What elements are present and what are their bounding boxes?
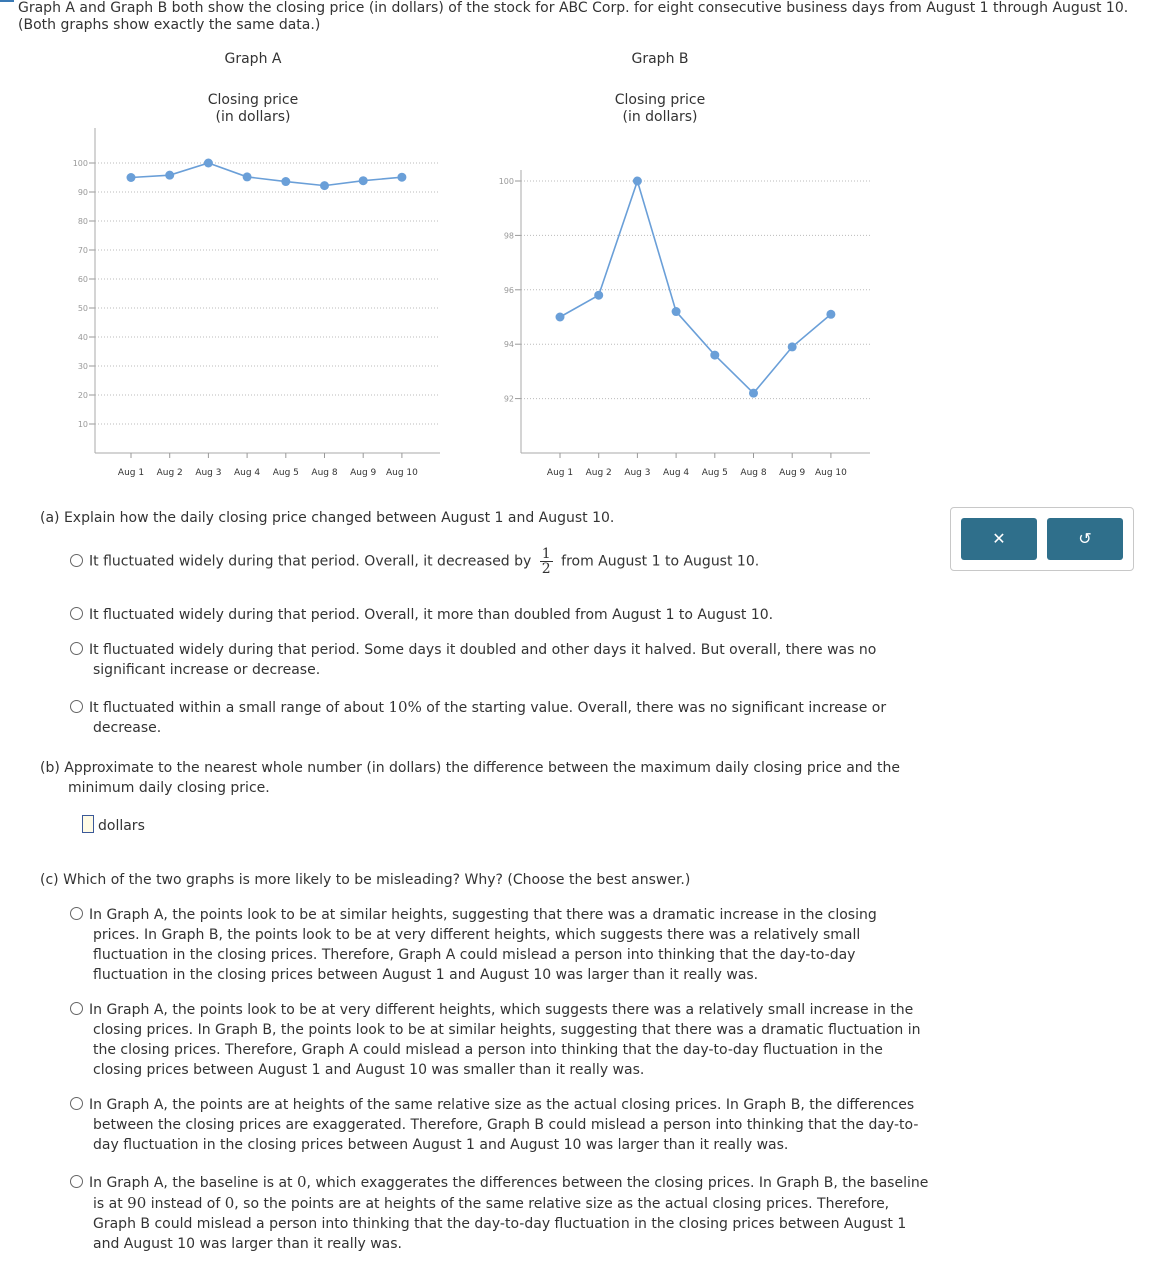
graph-a-data-point [127, 173, 136, 182]
graph-a-data-point [281, 177, 290, 186]
graph-a-xtick-label: Aug 1 [117, 468, 145, 478]
graph-b-data-point [633, 177, 642, 186]
graph-a-xtick-label: Aug 8 [311, 468, 338, 478]
graph-b-data-point [788, 342, 797, 351]
reset-icon: ↺ [1078, 529, 1092, 548]
graph-a-ylabel-line2: (in dollars) [215, 109, 291, 125]
graph-b-xtick-label: Aug 10 [814, 468, 847, 478]
part-a-option-4[interactable] [70, 697, 920, 738]
graph-a-ytick-label: 70 [77, 246, 88, 255]
option-text: In Graph A, the points are at heights of the same relative size as the actual closing prices. In Graph B, the differences between the closing prices are exaggerated. Therefore, Graph B could mislead a person into thinking that the day-to-day fluctuation in the closing prices between August 1 and August 10 was larger than it really was. [89, 1097, 919, 1153]
graph-a-ylabel-line1: Closing price [207, 92, 299, 108]
graph-b-xtick-label: Aug 3 [624, 468, 651, 478]
option-text-d: , so the points are at heights of the same relative size as the actual closing prices. Therefore, Graph B could mislead a person into thinking that the day-to-day fluctuation in the closing prices between August 1 and August 10 was larger than it really was. [93, 1196, 907, 1252]
fraction-denominator: 2 [541, 561, 551, 577]
graph-a-data-point [320, 181, 329, 190]
part-a-option-1[interactable] [70, 547, 930, 576]
part-c-option-1[interactable] [70, 905, 900, 985]
graph-a-title: Graph A [224, 51, 282, 67]
graph-a-ytick-label: 100 [72, 159, 88, 168]
graph-a-data-point [359, 176, 368, 185]
graph-a-data-point [165, 171, 174, 180]
graph-a-xtick-label: Aug 2 [156, 468, 183, 478]
radio-button[interactable] [70, 700, 83, 713]
radio-button[interactable] [70, 1002, 83, 1015]
option-text: It fluctuated widely during that period. Overall, it decreased by [89, 553, 532, 570]
graph-b-ylabel-line1: Closing price [614, 92, 706, 108]
graph-b-ytick-label: 98 [503, 231, 514, 241]
close-icon: ✕ [992, 529, 1006, 548]
radio-button[interactable] [70, 1097, 83, 1110]
graph-a-ytick-label: 90 [77, 188, 88, 197]
graph-a-data-point [243, 172, 252, 181]
close-button[interactable] [961, 518, 1037, 560]
graph-b-xtick-label: Aug 5 [701, 468, 728, 478]
baseline-zero-a: 0 [297, 1173, 307, 1191]
graph-b-ylabel-line2: (in dollars) [622, 109, 698, 125]
option-text-c: instead of [150, 1196, 221, 1212]
part-a-option-3[interactable] [70, 640, 900, 680]
graph-a-ytick-label: 30 [77, 362, 88, 371]
radio-button[interactable] [70, 554, 83, 567]
radio-button[interactable] [70, 907, 83, 920]
answer-unit: dollars [98, 818, 145, 834]
tool-panel [950, 507, 1134, 571]
graph-b-data-point [672, 307, 681, 316]
part-c-option-4[interactable] [70, 1172, 930, 1254]
option-text: It fluctuated widely during that period. Some days it doubled and other days it halved. But overall, there was no significant increase or decrease. [89, 642, 877, 678]
option-text-b: , which exaggerates the differences between the closing prices. In Graph B, the baseline is at [93, 1175, 929, 1212]
graph-a-xtick-label: Aug 4 [234, 468, 261, 478]
baseline-zero-b: 0 [224, 1194, 235, 1212]
graph-a-ytick-label: 10 [77, 420, 88, 429]
option-text: In Graph A, the points look to be at very different heights, which suggests there was a relatively small increase in the closing prices. In Graph B, the points look to be at similar heights, suggesting that there was a dramatic fluctuation in the closing prices. Therefore, Graph A could mislead a person into thinking that the day-to-day fluctuation in the closing prices between August 1 and August 10 was smaller than it really was. [89, 1002, 921, 1078]
fraction-numerator: 1 [541, 546, 551, 562]
part-a-question: (a) Explain how the daily closing price changed between August 1 and August 10. [40, 510, 615, 526]
radio-button[interactable] [70, 607, 83, 620]
graph-b-ytick-label: 92 [503, 394, 514, 404]
graph-a-xtick-label: Aug 3 [195, 468, 222, 478]
graph-b-data-point [826, 310, 835, 319]
graph-b-data-point [556, 313, 565, 322]
radio-button[interactable] [70, 1175, 83, 1188]
option-text: In Graph A, the baseline is at [89, 1175, 293, 1191]
graph-a-xtick-label: Aug 10 [385, 468, 418, 478]
graph-a-ytick-label: 80 [77, 217, 88, 226]
graph-a-chart [0, 0, 1164, 490]
graph-b-data-point [594, 291, 603, 300]
graph-b-xtick-label: Aug 9 [779, 468, 806, 478]
percent-value: 10% [388, 698, 422, 716]
intro-text: Graph A and Graph B both show the closing price (in dollars) of the stock for ABC Corp. for eight consecutive business days from August 1 through August 10. (Both graphs show exactly the same data.) [18, 0, 1129, 33]
graph-a-ytick-label: 40 [77, 333, 88, 342]
radio-button[interactable] [70, 642, 83, 655]
graph-b-xtick-label: Aug 8 [740, 468, 767, 478]
graph-b-data-point [710, 351, 719, 360]
baseline-ninety: 90 [127, 1194, 147, 1212]
reset-button[interactable] [1047, 518, 1123, 560]
option-text: In Graph A, the points look to be at similar heights, suggesting that there was a dramatic increase in the closing prices. In Graph B, the points look to be at very different heights, which suggests there was a relatively small fluctuation in the closing prices. Therefore, Graph A could mislead a person into thinking that the day-to-day fluctuation in the closing prices between August 1 and August 10 was larger than it really was. [89, 907, 877, 983]
option-text: It fluctuated within a small range of about [89, 700, 385, 716]
part-b-answer-row [82, 815, 145, 836]
graph-b-data-point [749, 389, 758, 398]
part-a-option-2[interactable] [70, 605, 930, 625]
graph-b-ytick-label: 94 [503, 340, 514, 350]
part-c-option-3[interactable] [70, 1095, 930, 1155]
part-b-question: (b) Approximate to the nearest whole number (in dollars) the difference between the maximum daily closing price and the minimum daily closing price. [40, 760, 900, 796]
graph-a-ytick-label: 50 [77, 304, 88, 313]
answer-input[interactable] [82, 815, 94, 833]
graph-b-ytick-label: 96 [503, 285, 514, 295]
part-c-option-2[interactable] [70, 1000, 930, 1080]
graph-b-xtick-label: Aug 1 [546, 468, 574, 478]
graph-b-xtick-label: Aug 4 [663, 468, 690, 478]
graph-a-xtick-label: Aug 9 [350, 468, 377, 478]
option-text-end: of the starting value. Overall, there was no significant increase or decrease. [93, 700, 887, 736]
fraction-one-half [540, 547, 553, 576]
graph-b-ytick-label: 100 [498, 177, 514, 186]
graph-b-xtick-label: Aug 2 [585, 468, 612, 478]
graph-a-data-point [204, 159, 213, 168]
graph-b-title: Graph B [631, 51, 689, 67]
graph-a-ytick-label: 20 [77, 391, 88, 400]
graph-a-ytick-label: 60 [77, 275, 88, 284]
graph-a-data-point [397, 173, 406, 182]
option-text: It fluctuated widely during that period. Overall, it more than doubled from August 1 to August 10. [89, 607, 774, 623]
graph-b-series-line [560, 181, 831, 393]
graph-a-xtick-label: Aug 5 [272, 468, 299, 478]
part-c-question: (c) Which of the two graphs is more likely to be misleading? Why? (Choose the best answer.) [40, 872, 691, 888]
option-text-end: from August 1 to August 10. [561, 553, 760, 570]
